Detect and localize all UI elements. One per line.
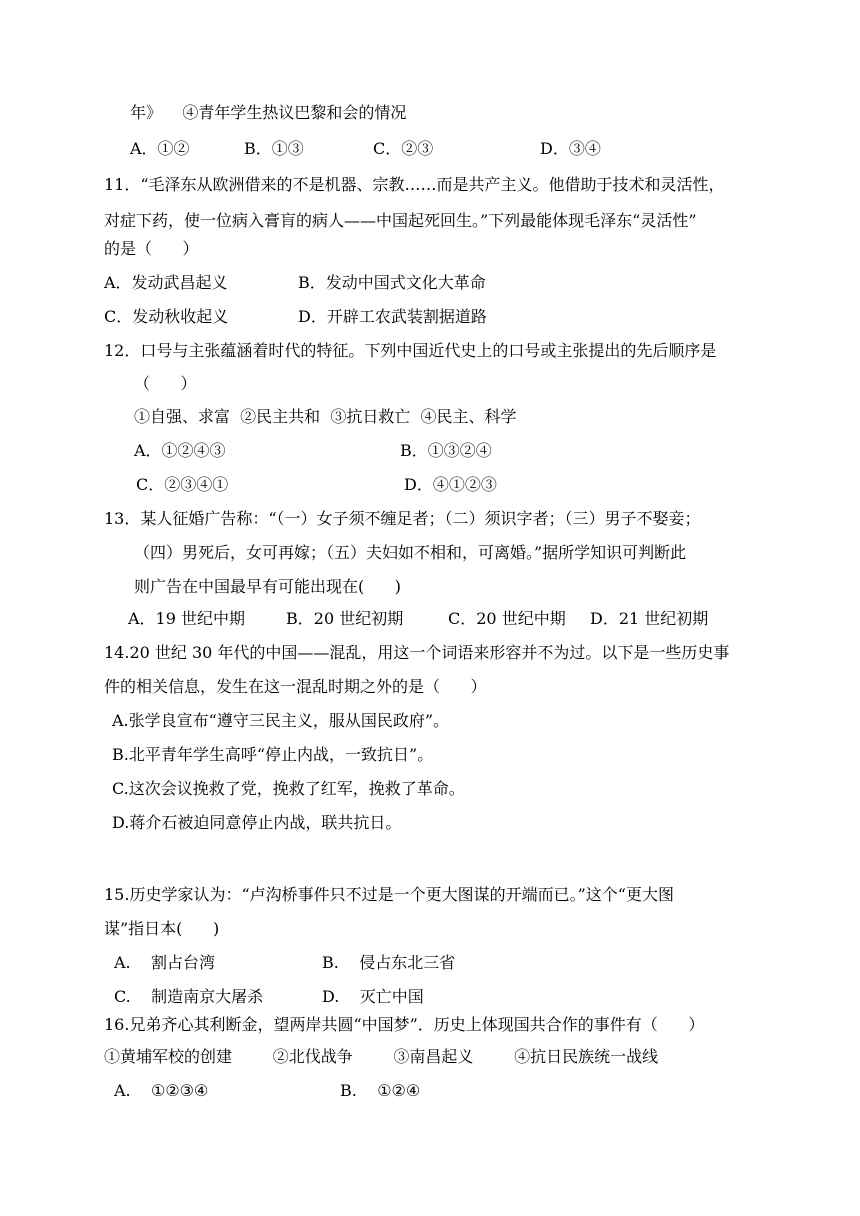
q11-stem-line-1: 11．“毛泽东从欧洲借来的不是机器、宗教……而是共产主义。他借助于技术和灵活性， [104, 175, 725, 194]
q11-stem-line-2: 对症下药，使一位病入膏肓的病人——中国起死回生。”下列最能体现毛泽东“灵活性” [104, 211, 697, 230]
q11-option-a: A．发动武昌起义 [104, 273, 228, 292]
q13-stem-line-2: （四）男死后，女可再嫁；（五）夫妇如不相和，可离婚。”据所学知识可判断此 [134, 543, 687, 562]
q12-option-a: A．①②④③ [134, 441, 226, 460]
prev-question-fragment: 年》 ④青年学生热议巴黎和会的情况 [130, 103, 407, 122]
q14-stem-line-2: 件的相关信息，发生在这一混乱时期之外的是（ ） [104, 677, 487, 696]
q12-statements: ①自强、求富 ②民主共和 ③抗日救亡 ④民主、科学 [134, 407, 517, 426]
q13-stem-line-1: 13．某人征婚广告称：“（一）女子须不缠足者；（二）须识字者；（三）男子不娶妾； [104, 509, 701, 528]
q13-option-c: C．20 世纪中期 [448, 609, 566, 628]
q15-stem-line-1: 15.历史学家认为：“卢沟桥事件只不过是一个更大图谋的开端而已。”这个“更大图 [104, 885, 674, 904]
q16-statements: ①黄埔军校的创建 ②北伐战争 ③南昌起义 ④抗日民族统一战线 [104, 1047, 659, 1066]
q15-option-a: A. 割占台湾 [114, 953, 215, 972]
q13-option-a: A．19 世纪中期 [128, 609, 246, 628]
q13-option-b: B．20 世纪初期 [286, 609, 404, 628]
q16-stem-line-1: 16.兄弟齐心其利断金，望两岸共圆“中国梦”．历史上体现国共合作的事件有（ ） [104, 1015, 705, 1034]
q14-option-d: D.蒋介石被迫同意停止内战，联共抗日。 [112, 813, 402, 832]
q15-stem-line-2: 谋”指日本( ) [104, 919, 220, 938]
q15-option-c: C. 制造南京大屠杀 [114, 987, 264, 1006]
prev-option-a: A．①② [130, 139, 190, 158]
prev-option-c: C．②③ [373, 139, 434, 158]
q16-option-a: A. ①②③④ [114, 1081, 209, 1100]
q13-stem-line-3: 则广告在中国最早有可能出现在( ) [134, 577, 402, 596]
q12-option-c: C．②③④① [136, 475, 229, 494]
q11-option-c: C．发动秋收起义 [104, 307, 229, 326]
prev-option-d: D．③④ [540, 139, 601, 158]
q15-option-d: D. 灭亡中国 [322, 987, 424, 1006]
q12-stem-line-2: （ ） [134, 374, 197, 393]
q14-option-a: A.张学良宣布“遵守三民主义，服从国民政府”。 [112, 711, 450, 730]
q14-stem-line-1: 14.20 世纪 30 年代的中国——混乱，用这一个词语来形容并不为过。以下是一些历史事 [104, 643, 730, 662]
q14-option-b: B.北平青年学生高呼“停止内战，一致抗日”。 [112, 745, 434, 764]
prev-option-b: B．①③ [244, 139, 304, 158]
q11-option-d: D．开辟工农武装割据道路 [298, 307, 487, 326]
q16-option-b: B. ①②④ [340, 1081, 421, 1100]
q11-stem-line-3: 的是（ ） [104, 239, 199, 258]
q11-option-b: B．发动中国式文化大革命 [298, 273, 486, 292]
q12-option-b: B．①③②④ [400, 441, 492, 460]
q12-stem-line-1: 12．口号与主张蕴涵着时代的特征。下列中国近代史上的口号或主张提出的先后顺序是 [104, 341, 717, 360]
q14-option-c: C.这次会议挽救了党，挽救了红军，挽救了革命。 [112, 779, 465, 798]
q13-option-d: D．21 世纪初期 [590, 609, 709, 628]
q12-option-d: D．④①②③ [404, 475, 497, 494]
q15-option-b: B. 侵占东北三省 [322, 953, 456, 972]
